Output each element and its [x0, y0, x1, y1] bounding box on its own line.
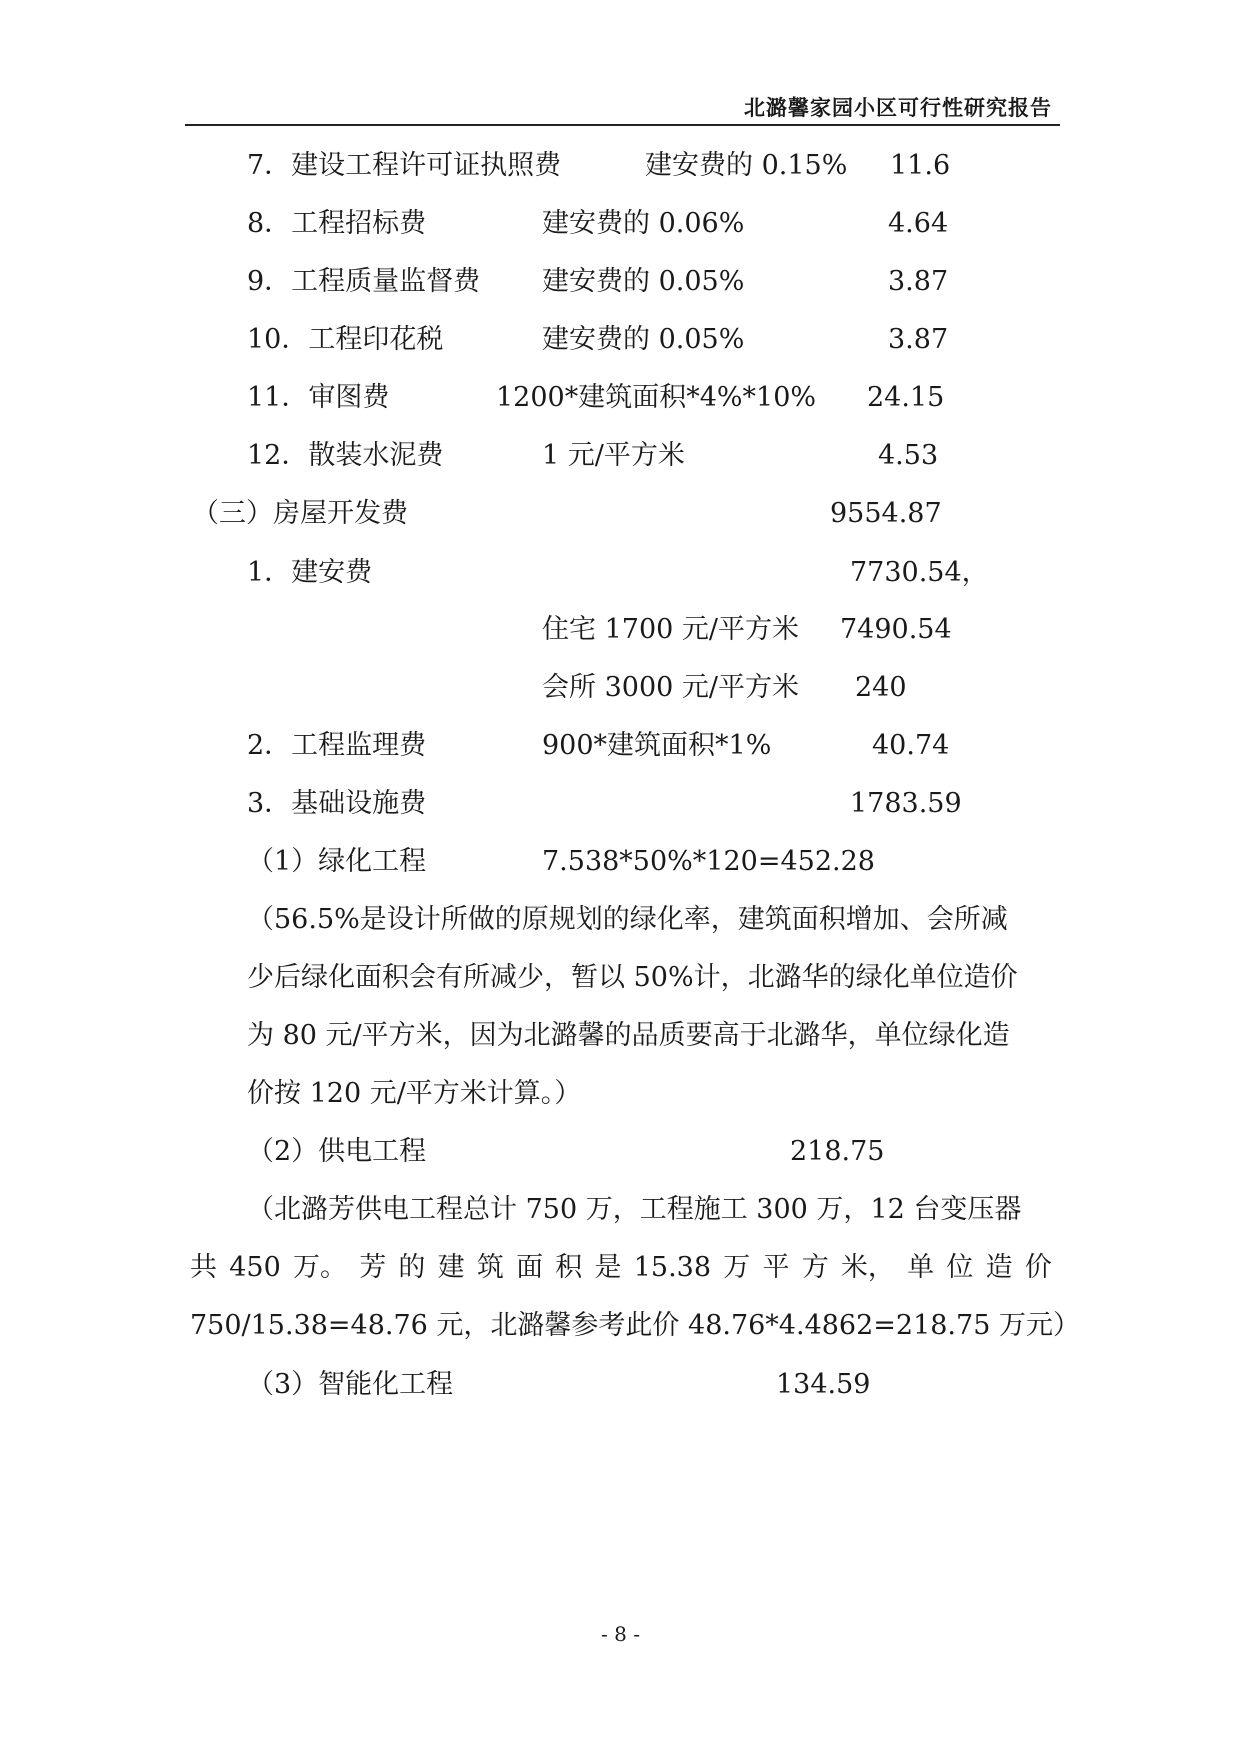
- section-amount: 9554.87: [830, 498, 942, 529]
- note-line: 少后绿化面积会有所减少，暂以 50%计，北潞华的绿化单位造价: [247, 962, 1018, 993]
- fee-label: 8．工程招标费: [247, 208, 427, 239]
- word: 的: [398, 1252, 426, 1283]
- item-basis: 900*建筑面积*1%: [542, 730, 772, 761]
- word: 万: [723, 1252, 751, 1283]
- fee-amount: 11.6: [890, 150, 951, 181]
- word: 建: [437, 1252, 465, 1283]
- subitem-amount: 134.59: [776, 1369, 871, 1400]
- note-line: 750/15.38=48.76 元，北潞馨参考此价 48.76*4.4862=218.75 万元）: [190, 1310, 1080, 1341]
- note-line: 价按 120 元/平方米计算。）: [247, 1078, 582, 1109]
- word: 位: [946, 1252, 974, 1283]
- page-header: [185, 88, 1060, 126]
- fee-amount: 4.53: [878, 440, 939, 471]
- fee-label: 7．建设工程许可证执照费: [247, 150, 562, 181]
- item-row: [0, 726, 1241, 766]
- item-amount: 7490.54: [840, 614, 952, 645]
- note-line: 为 80 元/平方米，因为北潞馨的品质要高于北潞华，单位绿化造: [247, 1020, 1010, 1051]
- note-line: （北潞芳供电工程总计 750 万，工程施工 300 万，12 台变压器: [247, 1194, 1022, 1225]
- fee-row: [0, 320, 1241, 360]
- word: 是: [594, 1252, 622, 1283]
- fee-label: 10．工程印花税: [247, 324, 444, 355]
- subitem-label: （2）供电工程: [247, 1136, 427, 1167]
- word: 平: [762, 1252, 790, 1283]
- word: 单: [907, 1252, 935, 1283]
- fee-row: [0, 146, 1241, 186]
- item-label: 2．工程监理费: [247, 730, 427, 761]
- subitem-amount: 218.75: [790, 1136, 885, 1167]
- item-amount: 240: [855, 672, 907, 703]
- word: 造: [985, 1252, 1013, 1283]
- fee-label: 11．审图费: [247, 382, 390, 413]
- word: 万。: [292, 1252, 347, 1283]
- fee-row: [0, 262, 1241, 302]
- word: 450: [229, 1252, 281, 1283]
- item-label: 1．建安费: [247, 557, 373, 588]
- subitem-row: [0, 1365, 1241, 1405]
- item-subrow: [0, 610, 1241, 650]
- item-basis: 住宅 1700 元/平方米: [542, 614, 799, 645]
- word: 米，: [840, 1252, 895, 1283]
- fee-amount: 4.64: [888, 208, 949, 239]
- page-number: - 8 -: [601, 1622, 640, 1646]
- report-title: 北潞馨家园小区可行性研究报告: [744, 96, 1052, 120]
- fee-basis: 1200*建筑面积*4%*10%: [496, 382, 817, 413]
- fee-label: 12．散装水泥费: [247, 440, 444, 471]
- fee-label: 9．工程质量监督费: [247, 266, 481, 297]
- fee-basis: 建安费的 0.15%: [645, 150, 848, 181]
- note-line: （56.5%是设计所做的原规划的绿化率，建筑面积增加、会所减: [247, 904, 1008, 935]
- fee-basis: 建安费的 0.06%: [542, 208, 745, 239]
- subitem-row: [0, 1132, 1241, 1172]
- word: 15.38: [633, 1252, 712, 1283]
- fee-basis: 建安费的 0.05%: [542, 266, 745, 297]
- word: 芳: [359, 1252, 387, 1283]
- item-row: [0, 784, 1241, 824]
- word: 共: [190, 1252, 217, 1283]
- item-label: 3．基础设施费: [247, 788, 427, 819]
- word: 筑: [476, 1252, 504, 1283]
- fee-amount: 24.15: [867, 382, 945, 413]
- item-row: [0, 553, 1241, 593]
- item-amount: 40.74: [872, 730, 950, 761]
- item-amount: 1783.59: [850, 788, 962, 819]
- fee-amount: 3.87: [888, 324, 949, 355]
- word: 积: [555, 1252, 583, 1283]
- section-heading: [0, 494, 1241, 534]
- item-subrow: [0, 668, 1241, 708]
- fee-basis: 1 元/平方米: [542, 440, 685, 471]
- item-amount: 7730.54，: [850, 557, 989, 588]
- subitem-basis: 7.538*50%*120=452.28: [542, 846, 875, 877]
- subitem-label: （3）智能化工程: [247, 1369, 454, 1400]
- section-label: （三）房屋开发费: [192, 498, 408, 529]
- fee-basis: 建安费的 0.05%: [542, 324, 745, 355]
- fee-amount: 3.87: [888, 266, 949, 297]
- note-line-justified: [190, 1248, 1052, 1288]
- word: 价: [1024, 1252, 1052, 1283]
- fee-row: [0, 378, 1241, 418]
- subitem-row: [0, 842, 1241, 882]
- fee-row: [0, 436, 1241, 476]
- word: 面: [516, 1252, 544, 1283]
- subitem-label: （1）绿化工程: [247, 846, 427, 877]
- item-basis: 会所 3000 元/平方米: [542, 672, 799, 703]
- fee-row: [0, 204, 1241, 244]
- word: 方: [801, 1252, 829, 1283]
